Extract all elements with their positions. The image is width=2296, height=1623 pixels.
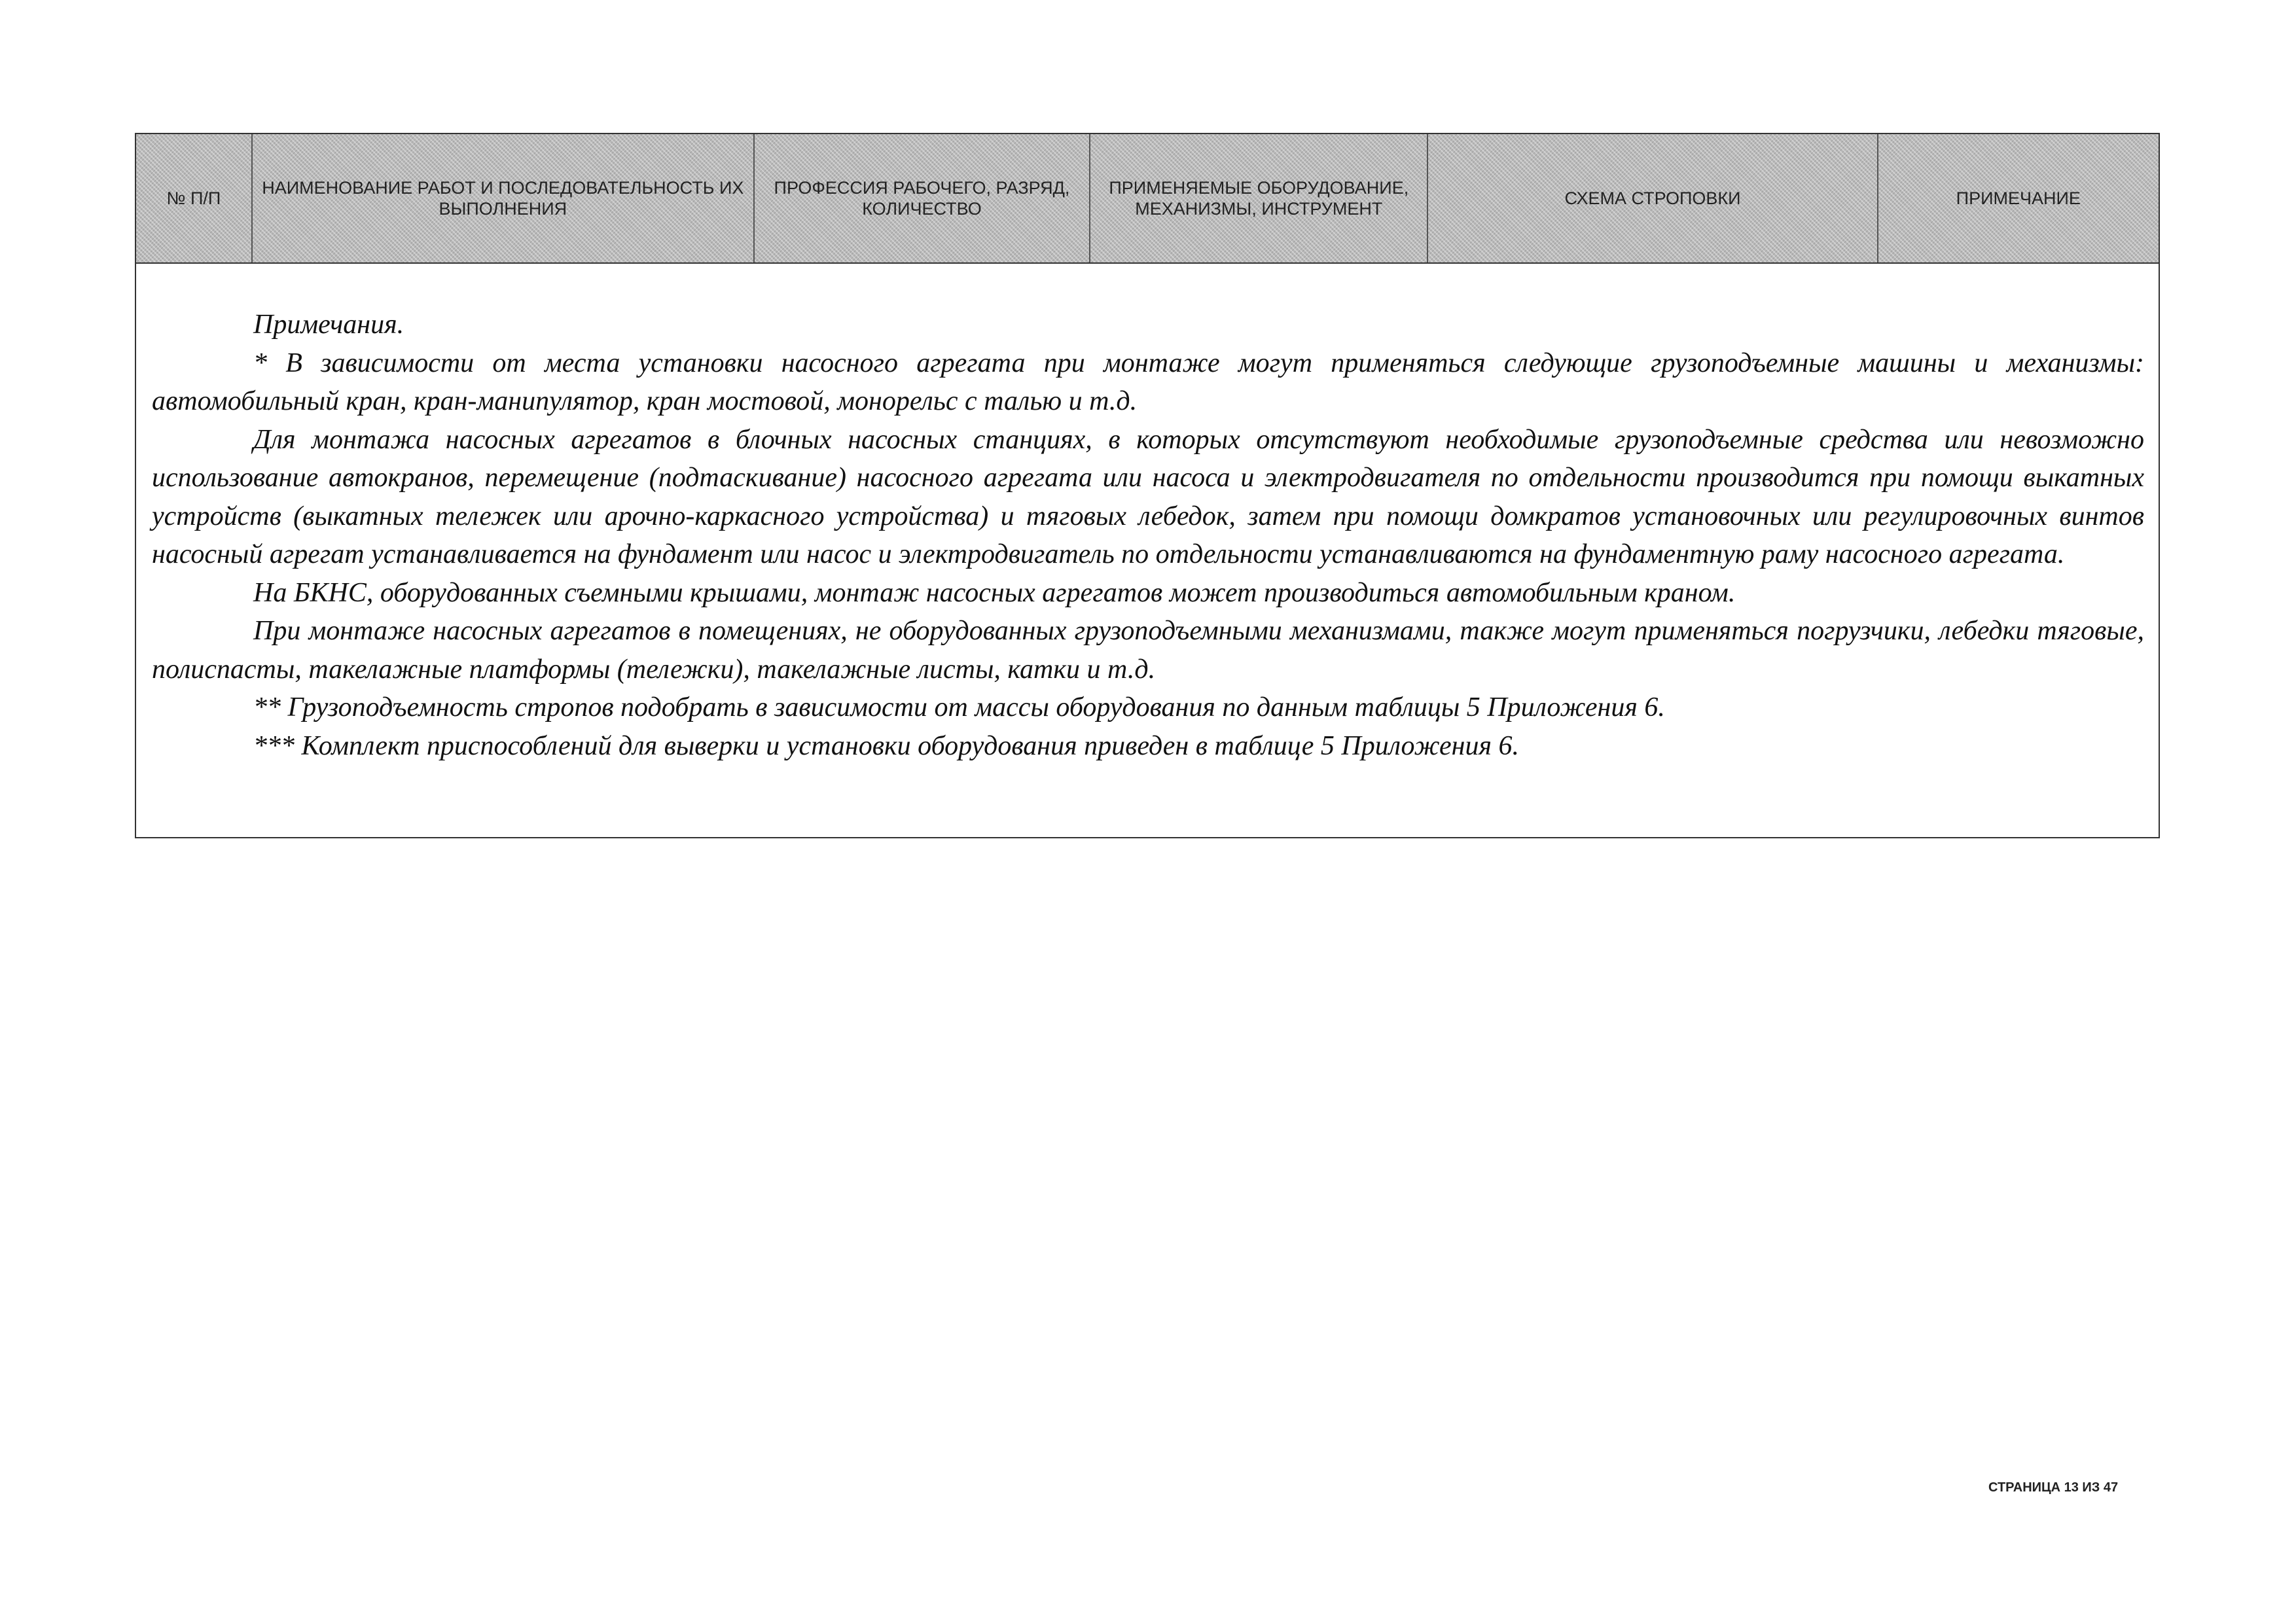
notes-paragraph: * В зависимости от места установки насосного агрегата при монтаже могут применяться следующие грузоподъемные машины и механизмы: автомобильный кран, кран-манипулятор, кран мостовой, монорельс с талью и т.д. <box>152 348 2144 416</box>
work-table <box>135 133 2160 838</box>
header-cell-number: № П/П <box>136 134 253 262</box>
header-cell-note: ПРИМЕЧАНИЕ <box>1956 188 2081 208</box>
header-cell-slinging-scheme: СХЕМА СТРОПОВКИ <box>1428 134 1878 262</box>
notes-paragraph: *** Комплект приспособлений для выверки и установки оборудования приведен в таблице 5 Приложения 6. <box>253 730 1520 761</box>
header-cell-work-name: НАИМЕНОВАНИЕ РАБОТ И ПОСЛЕДОВАТЕЛЬНОСТЬ ИХ ВЫПОЛНЕНИЯ <box>253 134 755 262</box>
header-cell-equipment: ПРИМЕНЯЕМЫЕ ОБОРУДОВАНИЕ, МЕХАНИЗМЫ, ИНСТРУМЕНТ <box>1090 134 1428 262</box>
notes-paragraph: Для монтажа насосных агрегатов в блочных насосных станциях, в которых отсутствуют необходимые грузоподъемные средства или невозможно использование автокранов, перемещение (подтаскивание) насосного агрегата или насоса и электродвигателя по отдельности производится при помощи выкатных устройств (выкатных тележек или арочно-каркасного устройства) и тяговых лебедок, затем при помощи домкратов установочных или регулировочных винтов насосный агрегат устанавливается на фундамент или насос и электродвигатель по отдельности устанавливаются на фундаментную раму насосного агрегата. <box>152 424 2144 569</box>
header-cell-profession: ПРОФЕССИЯ РАБОЧЕГО, РАЗРЯД, КОЛИЧЕСТВО <box>755 134 1090 262</box>
table-header-row <box>136 134 2159 264</box>
page-number: СТРАНИЦА 13 ИЗ 47 <box>1988 1480 2119 1495</box>
notes-paragraph: ** Грузоподъемность стропов подобрать в зависимости от массы оборудования по данным таблицы 5 Приложения 6. <box>253 692 1665 722</box>
notes-paragraph: При монтаже насосных агрегатов в помещениях, не оборудованных грузоподъемными механизмами, также могут применяться погрузчики, лебедки тяговые, полиспасты, такелажные платформы (тележки), такелажные листы, катки и т.д. <box>152 616 2144 685</box>
notes-paragraph: На БКНС, оборудованных съемными крышами, монтаж насосных агрегатов может производиться автомобильным краном. <box>253 577 1736 608</box>
notes-block <box>152 306 2144 765</box>
notes-title: Примечания. <box>253 310 404 340</box>
